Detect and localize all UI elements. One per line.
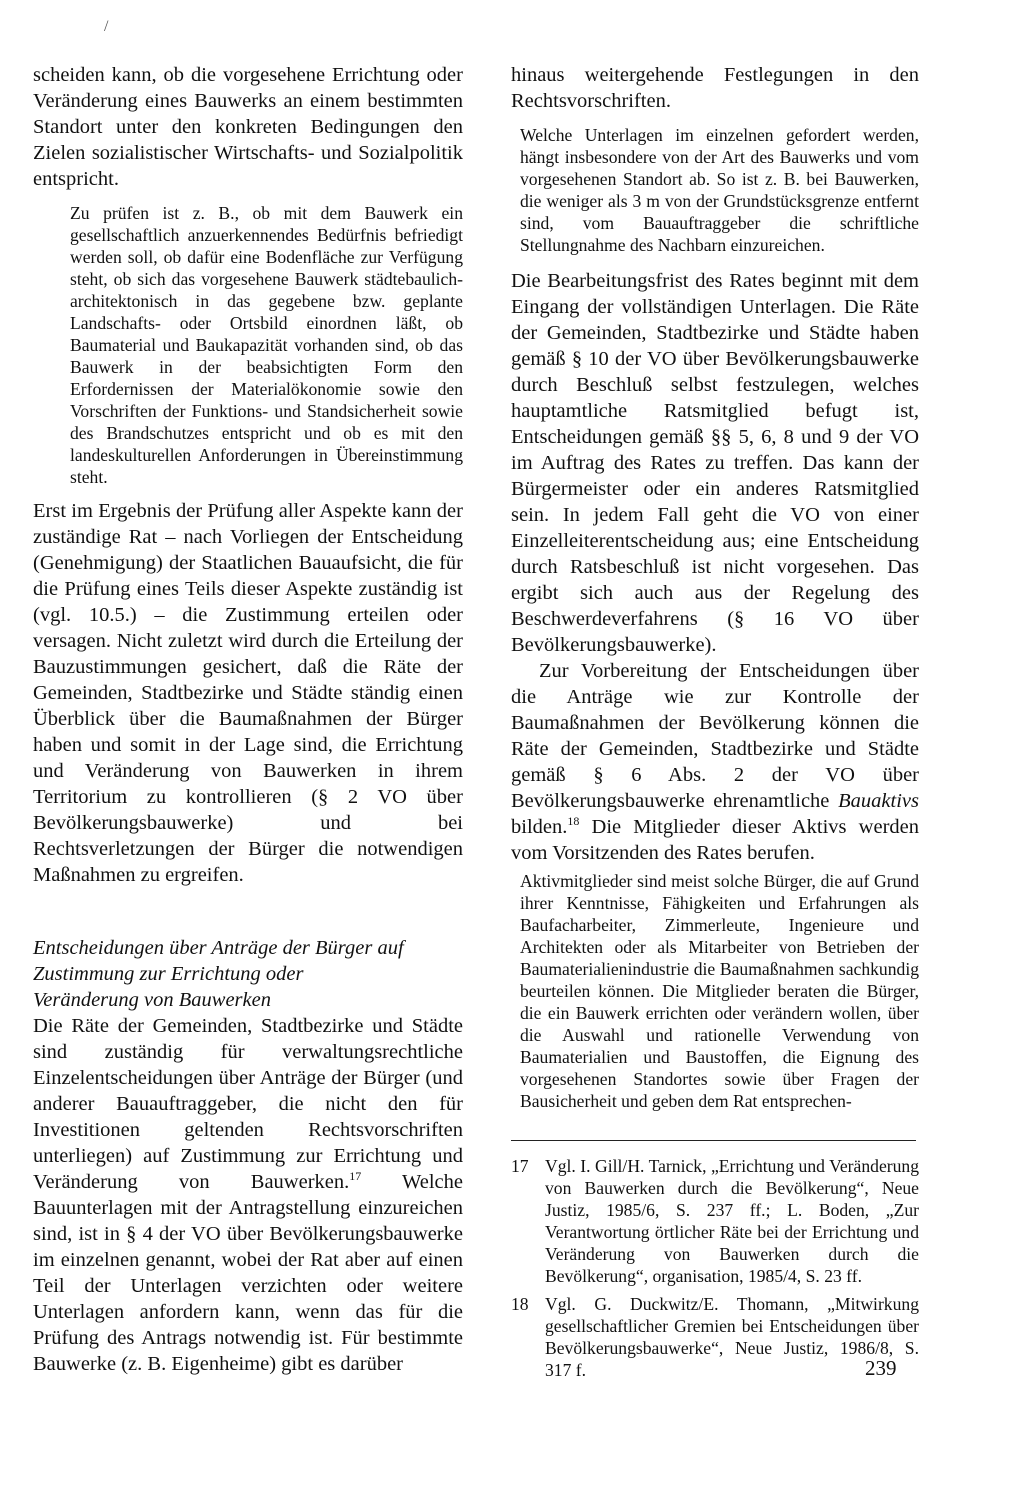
right-column <box>511 62 919 1381</box>
indented-paragraph: Aktivmitglieder sind meist solche Bürger, die auf Grund ihrer Kenntnisse, Fähigkeiten und Erfahrungen als Baufacharbeiter, Zimmerleute, Ingenieure und Architekten oder als Mitarbeiter von Betrieben der Baumaterialienindustrie die Baumaßnahmen sachkundig beurteilen können. Die Mitglieder beraten die Bürger, die ein Bauwerk errichten oder verändern wollen, über die Auswahl und rationelle Verwendung von Baumaterialien und Baustoffen, die Eignung des vorgesehenen Standortes sowie über Fragen der Bausicherheit und geben dem Rat entsprechen- <box>520 871 919 1111</box>
footnote <box>511 1293 919 1381</box>
footnotes <box>511 1155 919 1381</box>
paragraph: hinaus weitergehende Festlegungen in den Rechtsvorschriften. <box>511 64 919 112</box>
indented-paragraph: Welche Unterlagen im einzelnen gefordert werden, hängt insbesondere von der Art des Bauwerks und vom vorgesehenen Standort ab. So ist z. B. bei Bauwerken, die weniger als 3 m von der Grundstücksgrenze entfernt sind, vom Bauauftraggeber die schriftliche Stellungnahme des Nachbarn einzureichen. <box>520 125 919 255</box>
footnote-number: 17 <box>511 1156 529 1176</box>
paragraph-text: Zur Vorbereitung der Entscheidungen über die Anträge wie zur Kontrolle der Baumaßnahmen der Bevölkerung können die Räte der Gemeinden, Stadtbezirke und Städte gemäß § 6 Abs. 2 der VO über Bevölkerungsbauwerke ehrenamtliche <box>511 660 919 812</box>
footnote-number: 18 <box>511 1294 529 1314</box>
footnote-divider <box>511 1140 916 1141</box>
paragraph: Die Bearbeitungsfrist des Rates beginnt mit dem Eingang der vollständigen Unterlagen. Die Räte der Gemeinden, Stadtbezirke und Städte haben gemäß § 10 der VO über Bevölkerungsbauwerke durch Beschluß selbst festzulegen, welches hauptamtliche Ratsmitglied befugt ist, Entscheidungen gemäß §§ 5, 6, 8 und 9 der VO im Auftrag des Rates zu treffen. Das kann der Bürgermeister oder ein anderes Ratsmitglied sein. In jedem Fall geht die VO von einer Einzelleiterentscheidung aus; eine Entscheidung durch Ratsbeschluß ist nicht vorgesehen. Das ergibt sich auch aus der Regelung des Beschwerdeverfahrens (§ 16 VO über Bevölkerungsbauwerke). <box>511 270 919 656</box>
paragraph-text: Die Mitglieder dieser Aktivs werden vom Vorsitzenden des Rates berufen. <box>511 816 919 864</box>
paragraph-text: bilden. <box>511 816 568 838</box>
footnote <box>511 1155 919 1287</box>
stray-mark: / <box>104 18 109 35</box>
indented-paragraph: Zu prüfen ist z. B., ob mit dem Bauwerk ein gesellschaftlich anzuerkennendes Bedürfnis befriedigt werden soll, ob dafür eine Bodenfläche zur Verfügung steht, ob sich das vorgesehene Bauwerk städtebaulich-architektonisch in das gegebene bzw. geplante Landschafts- oder Ortsbild einordnen läßt, ob Baumaterial und Baukapazität vorhanden sind, ob das Bauwerk in der beabsichtigten Form den Erfordernissen der Materialökonomie sowie den Vorschriften der Funktions- und Standsicherheit sowie des Brandschutzes entspricht und ob es mit den landeskulturellen Anforderungen in Übereinstimmung steht. <box>70 203 463 487</box>
paragraph <box>33 1013 463 1377</box>
paragraph: scheiden kann, ob die vorgesehene Errichtung oder Veränderung eines Bauwerks an einem bestimmten Standort unter den konkreten Bedingungen den Zielen sozialistischer Wirtschafts- und Sozialpolitik entspricht. <box>33 64 463 190</box>
footnote-ref: 18 <box>567 814 580 829</box>
footnote-ref: 17 <box>349 1169 362 1184</box>
left-column <box>33 62 463 1377</box>
page-number: 239 <box>865 1356 897 1380</box>
paragraph <box>511 658 919 866</box>
section-heading: Entscheidungen über Anträge der Bürger auf Zustimmung zur Errichtung oder Veränderung von Bauwerken <box>33 937 404 1011</box>
paragraph-text: Die Räte der Gemeinden, Stadtbezirke und Städte sind zuständig für verwaltungsrechtliche Einzelentscheidungen über Anträge der Bürger (und anderer Bauauftraggeber, die nicht den für Investitionen geltenden Rechtsvorschriften unterliegen) auf Zustimmung zur Errichtung und Veränderung von Bauwerken. <box>33 1015 463 1193</box>
footnote-text: Vgl. I. Gill/H. Tarnick, „Errichtung und Veränderung von Bauwerken durch die Bevölkerung“, Neue Justiz, 1985/6, S. 237 ff.; L. Boden, „Zur Verantwortung örtlicher Räte bei der Errichtung und Veränderung von Bauwerken durch die Bevölkerung“, organisation, 1985/4, S. 23 ff. <box>545 1156 919 1286</box>
footnote-text: Vgl. G. Duckwitz/E. Thomann, „Mitwirkung gesellschaftlicher Gremien bei Entscheidungen über Bevölkerungsbauwerke“, Neue Justiz, 1986/8, S. 317 f. <box>545 1294 919 1380</box>
emphasis-term: Bauaktivs <box>838 790 919 812</box>
paragraph: Erst im Ergebnis der Prüfung aller Aspekte kann der zuständige Rat – nach Vorliegen der Entscheidung (Genehmigung) der Staatlichen Bauaufsicht, die für die Prüfung eines Teils dieser Aspekte zuständig ist (vgl. 10.5.) – die Zustimmung erteilen oder versagen. Nicht zuletzt wird durch die Erteilung der Bauzustimmungen gesichert, daß die Räte der Gemeinden, Stadtbezirke und Städte ständig einen Überblick über die Baumaßnahmen der Bürger haben und somit in der Lage sind, die Errichtung und Veränderung von Bauwerken in ihrem Territorium zu kontrollieren (§ 2 VO über Bevölkerungsbauwerke) und bei Rechtsverletzungen der Bürger die notwendigen Maßnahmen zu ergreifen. <box>33 500 463 886</box>
paragraph-text: Welche Bauunterlagen mit der Antragstellung einzureichen sind, ist in § 4 der VO über Bevölkerungsbauwerke im einzelnen genannt, wobei der Rat aber auf einen Teil der Unterlagen verzichten oder weitere Unterlagen anfordern kann, wenn das für die Prüfung des Antrags notwendig ist. Für bestimmte Bauwerke (z. B. Eigenheime) gibt es darüber <box>33 1171 463 1375</box>
